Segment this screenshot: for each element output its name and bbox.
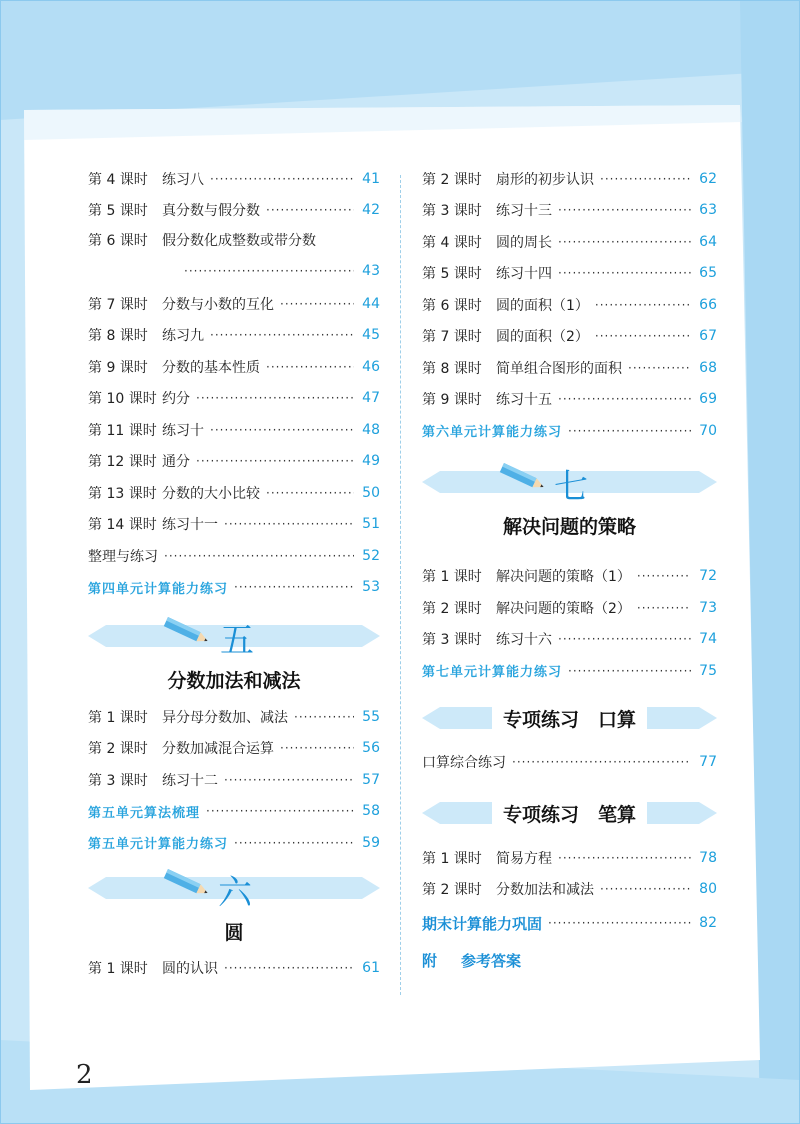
toc-entry[interactable]: [88, 414, 380, 446]
leader-dots: [600, 882, 691, 896]
lesson-title: 分数的大小比较: [162, 485, 260, 502]
lesson-title: 简易方程: [496, 850, 552, 867]
lesson-title: 练习十三: [496, 203, 552, 220]
leader-dots: [210, 328, 354, 342]
lesson-title: 分数加减混合运算: [162, 741, 274, 758]
lesson-title: 整理与练习: [88, 548, 158, 565]
appendix-label: 附: [422, 951, 438, 970]
leader-dots: [294, 710, 354, 724]
unit-title: 圆: [224, 921, 244, 944]
page-ref: 48: [362, 421, 380, 438]
lesson-number: 第 2 课时: [422, 171, 482, 188]
toc-entry[interactable]: [422, 163, 717, 195]
lesson-title: 练习十二: [162, 772, 218, 789]
toc-entry[interactable]: [422, 592, 717, 624]
lesson-title: 假分数化成整数或带分数: [162, 233, 316, 249]
lesson-title: 分数与小数的互化: [162, 296, 274, 313]
toc-entry[interactable]: [422, 226, 717, 258]
page-ref: 42: [362, 202, 380, 219]
leader-dots: [196, 454, 354, 468]
leader-dots: [558, 851, 691, 865]
leader-dots: [558, 266, 691, 280]
leader-dots: [164, 549, 354, 563]
page-ref: 75: [699, 662, 717, 679]
page-ref: 52: [362, 547, 380, 564]
lesson-number: 第 3 课时: [422, 203, 482, 220]
lesson-title: 练习十: [162, 422, 204, 439]
lesson-title: 圆的周长: [496, 234, 552, 251]
lesson-number: 第 1 课时: [422, 850, 482, 867]
lesson-number: 第 3 课时: [88, 772, 148, 789]
page-ref: 74: [699, 631, 717, 648]
toc-entry[interactable]: [88, 953, 380, 985]
leader-dots: [224, 961, 354, 975]
page-ref: 44: [362, 295, 380, 312]
toc-entry-continuation[interactable]: [88, 254, 380, 288]
toc-entry[interactable]: [88, 288, 380, 320]
lesson-number: 第 4 课时: [88, 171, 148, 188]
lesson-number: 第 2 课时: [422, 882, 482, 899]
page-ref: 69: [699, 391, 717, 408]
toc-entry[interactable]: [88, 226, 380, 254]
page-ref: 50: [362, 484, 380, 501]
page-ref: 53: [362, 579, 380, 596]
unit-banner: [422, 457, 717, 507]
lesson-title: 第五单元计算能力练习: [88, 837, 229, 853]
lesson-number: 第 9 课时: [422, 392, 482, 409]
lesson-number: 第 6 课时: [88, 233, 148, 249]
page-number: 2: [76, 1060, 93, 1090]
leader-dots: [280, 741, 354, 755]
page-ref: 59: [362, 834, 380, 851]
lesson-number: 第 7 课时: [88, 296, 148, 313]
toc-entry[interactable]: [88, 163, 380, 195]
toc-entry-unit-summary[interactable]: [88, 796, 380, 828]
toc-entry-final-review[interactable]: [422, 905, 717, 941]
page-ref: 45: [362, 327, 380, 344]
leader-dots: [548, 916, 691, 930]
lesson-title: 圆的认识: [162, 961, 218, 978]
lesson-number: 第 7 课时: [422, 329, 482, 346]
lesson-title: 第四单元计算能力练习: [88, 581, 229, 597]
lesson-title: 约分: [162, 391, 190, 408]
toc-entry[interactable]: [88, 351, 380, 383]
page-ref: 70: [699, 422, 717, 439]
lesson-number: 第 2 课时: [422, 600, 482, 617]
unit-numeral: 五: [220, 621, 254, 661]
leader-dots: [558, 235, 691, 249]
lesson-number: 第 9 课时: [88, 359, 148, 376]
toc-left-column: [88, 163, 380, 984]
toc-entry-unit-calc[interactable]: [422, 415, 717, 447]
page-ref: 63: [699, 202, 717, 219]
unit-title: 分数加法和减法: [167, 670, 301, 692]
leader-dots: [210, 172, 354, 186]
lesson-title: 期末计算能力巩固: [422, 914, 543, 933]
leader-dots: [512, 755, 691, 769]
leader-dots: [224, 517, 354, 531]
leader-dots: [210, 423, 354, 437]
lesson-number: 第 11 课时: [88, 422, 157, 439]
lesson-number: 第 13 课时: [88, 485, 157, 502]
page-ref: 64: [699, 233, 717, 250]
toc-entry[interactable]: [422, 561, 717, 593]
toc-entry[interactable]: [422, 874, 717, 906]
page-ref: 72: [699, 568, 717, 585]
leader-dots: [558, 392, 691, 406]
lesson-number: 第 1 课时: [422, 569, 482, 586]
page-ref: 78: [699, 849, 717, 866]
toc-entry[interactable]: [422, 195, 717, 227]
page-ref: 77: [699, 754, 717, 771]
lesson-title: 练习八: [162, 171, 204, 188]
leader-dots: [266, 360, 354, 374]
lesson-title: 通分: [162, 454, 190, 471]
lesson-title: 圆的面积（2）: [496, 329, 589, 346]
leader-dots: [600, 172, 691, 186]
page-ref: 68: [699, 359, 717, 376]
unit-banner: [88, 611, 380, 661]
lesson-number: 第 14 课时: [88, 517, 157, 534]
special-practice-banner: [422, 693, 717, 747]
lesson-title: 练习十一: [162, 517, 218, 534]
leader-dots: [558, 632, 691, 646]
toc-entry-review[interactable]: [88, 540, 380, 572]
page-ref: 82: [699, 915, 717, 931]
lesson-title: 扇形的初步认识: [496, 171, 594, 188]
lesson-title: 第七单元计算能力练习: [422, 665, 563, 681]
toc-entry-appendix[interactable]: [422, 941, 717, 979]
leader-dots: [206, 804, 354, 818]
unit-banner: [88, 863, 380, 913]
page-ref: 43: [362, 263, 380, 279]
leader-dots: [224, 773, 354, 787]
leader-dots: [595, 298, 691, 312]
page-ref: 41: [362, 170, 380, 187]
lesson-title: 口算综合练习: [422, 755, 506, 772]
toc-entry[interactable]: [422, 747, 717, 779]
leader-dots: [595, 329, 691, 343]
toc-entry[interactable]: [88, 446, 380, 478]
lesson-title: 练习十五: [496, 392, 552, 409]
toc-entry[interactable]: [88, 477, 380, 509]
lesson-number: 第 2 课时: [88, 741, 148, 758]
page-ref: 51: [362, 516, 380, 533]
lesson-title: 真分数与假分数: [162, 203, 260, 220]
special-practice-title: 专项练习 口算: [502, 708, 636, 731]
toc-entry-unit-calc[interactable]: [88, 827, 380, 859]
lesson-title: 第五单元算法梳理: [88, 805, 201, 821]
lesson-number: 第 8 课时: [88, 328, 148, 345]
lesson-number: 第 6 课时: [422, 297, 482, 314]
lesson-title: 第六单元计算能力练习: [422, 425, 563, 441]
page-ref: 55: [362, 708, 380, 725]
toc-entry[interactable]: [88, 320, 380, 352]
lesson-title: 圆的面积（1）: [496, 297, 589, 314]
lesson-title: 练习十六: [496, 632, 552, 649]
lesson-title: 分数的基本性质: [162, 359, 260, 376]
toc-entry[interactable]: [422, 321, 717, 353]
leader-dots: [234, 580, 354, 594]
lesson-number: 第 1 课时: [88, 709, 148, 726]
leader-dots: [637, 601, 691, 615]
lesson-title: 练习九: [162, 328, 204, 345]
toc-entry[interactable]: [88, 764, 380, 796]
leader-dots: [568, 424, 691, 438]
leader-dots: [568, 664, 691, 678]
leader-dots: [558, 203, 691, 217]
toc-entry-unit-calc[interactable]: [422, 655, 717, 687]
toc-entry[interactable]: [422, 384, 717, 416]
leader-dots: [184, 264, 354, 278]
page-ref: 58: [362, 803, 380, 820]
lesson-number: 第 5 课时: [88, 203, 148, 220]
lesson-number: 第 12 课时: [88, 454, 157, 471]
toc-entry[interactable]: [88, 383, 380, 415]
toc-entry[interactable]: [88, 509, 380, 541]
leader-dots: [266, 486, 354, 500]
lesson-number: 第 8 课时: [422, 360, 482, 377]
column-divider: [400, 175, 401, 995]
page-ref: 66: [699, 296, 717, 313]
lesson-number: 第 1 课时: [88, 961, 148, 978]
page-ref: 62: [699, 170, 717, 187]
lesson-title: 分数加法和减法: [496, 882, 594, 899]
toc-entry-unit-calc[interactable]: [88, 572, 380, 604]
unit-numeral: 七: [554, 466, 588, 507]
toc-entry[interactable]: [88, 195, 380, 227]
toc-entry[interactable]: [88, 701, 380, 733]
toc-entry[interactable]: [422, 352, 717, 384]
lesson-title: 解决问题的策略（2）: [496, 600, 631, 617]
special-practice-title: 专项练习 笔算: [502, 804, 636, 826]
toc-entry[interactable]: [422, 842, 717, 874]
toc-entry[interactable]: [88, 733, 380, 765]
page-ref: 56: [362, 740, 380, 757]
toc-entry[interactable]: [422, 624, 717, 656]
special-practice-banner: [422, 788, 717, 842]
leader-dots: [196, 391, 354, 405]
leader-dots: [637, 569, 691, 583]
unit-title: 解决问题的策略: [502, 515, 636, 538]
appendix-title: 参考答案: [461, 951, 522, 970]
leader-dots: [628, 361, 691, 375]
page-ref: 73: [699, 599, 717, 616]
page-ref: 49: [362, 453, 380, 470]
page-ref: 80: [699, 881, 717, 898]
leader-dots: [266, 203, 354, 217]
lesson-number: 第 5 课时: [422, 266, 482, 283]
page-ref: 57: [362, 771, 380, 788]
lesson-number: 第 3 课时: [422, 632, 482, 649]
lesson-title: 简单组合图形的面积: [496, 360, 622, 377]
lesson-title: 练习十四: [496, 266, 552, 283]
lesson-title: 解决问题的策略（1）: [496, 569, 631, 586]
toc-entry[interactable]: [422, 258, 717, 290]
page-ref: 65: [699, 265, 717, 282]
toc-right-column: [422, 163, 717, 979]
page-ref: 67: [699, 328, 717, 345]
unit-numeral: 六: [218, 872, 252, 913]
lesson-title: 异分母分数加、减法: [162, 709, 288, 726]
leader-dots: [280, 297, 354, 311]
lesson-number: 第 10 课时: [88, 391, 157, 408]
toc-entry[interactable]: [422, 289, 717, 321]
page-ref: 47: [362, 390, 380, 407]
page-ref: 46: [362, 358, 380, 375]
lesson-number: 第 4 课时: [422, 234, 482, 251]
leader-dots: [234, 836, 354, 850]
page-ref: 61: [362, 960, 380, 977]
